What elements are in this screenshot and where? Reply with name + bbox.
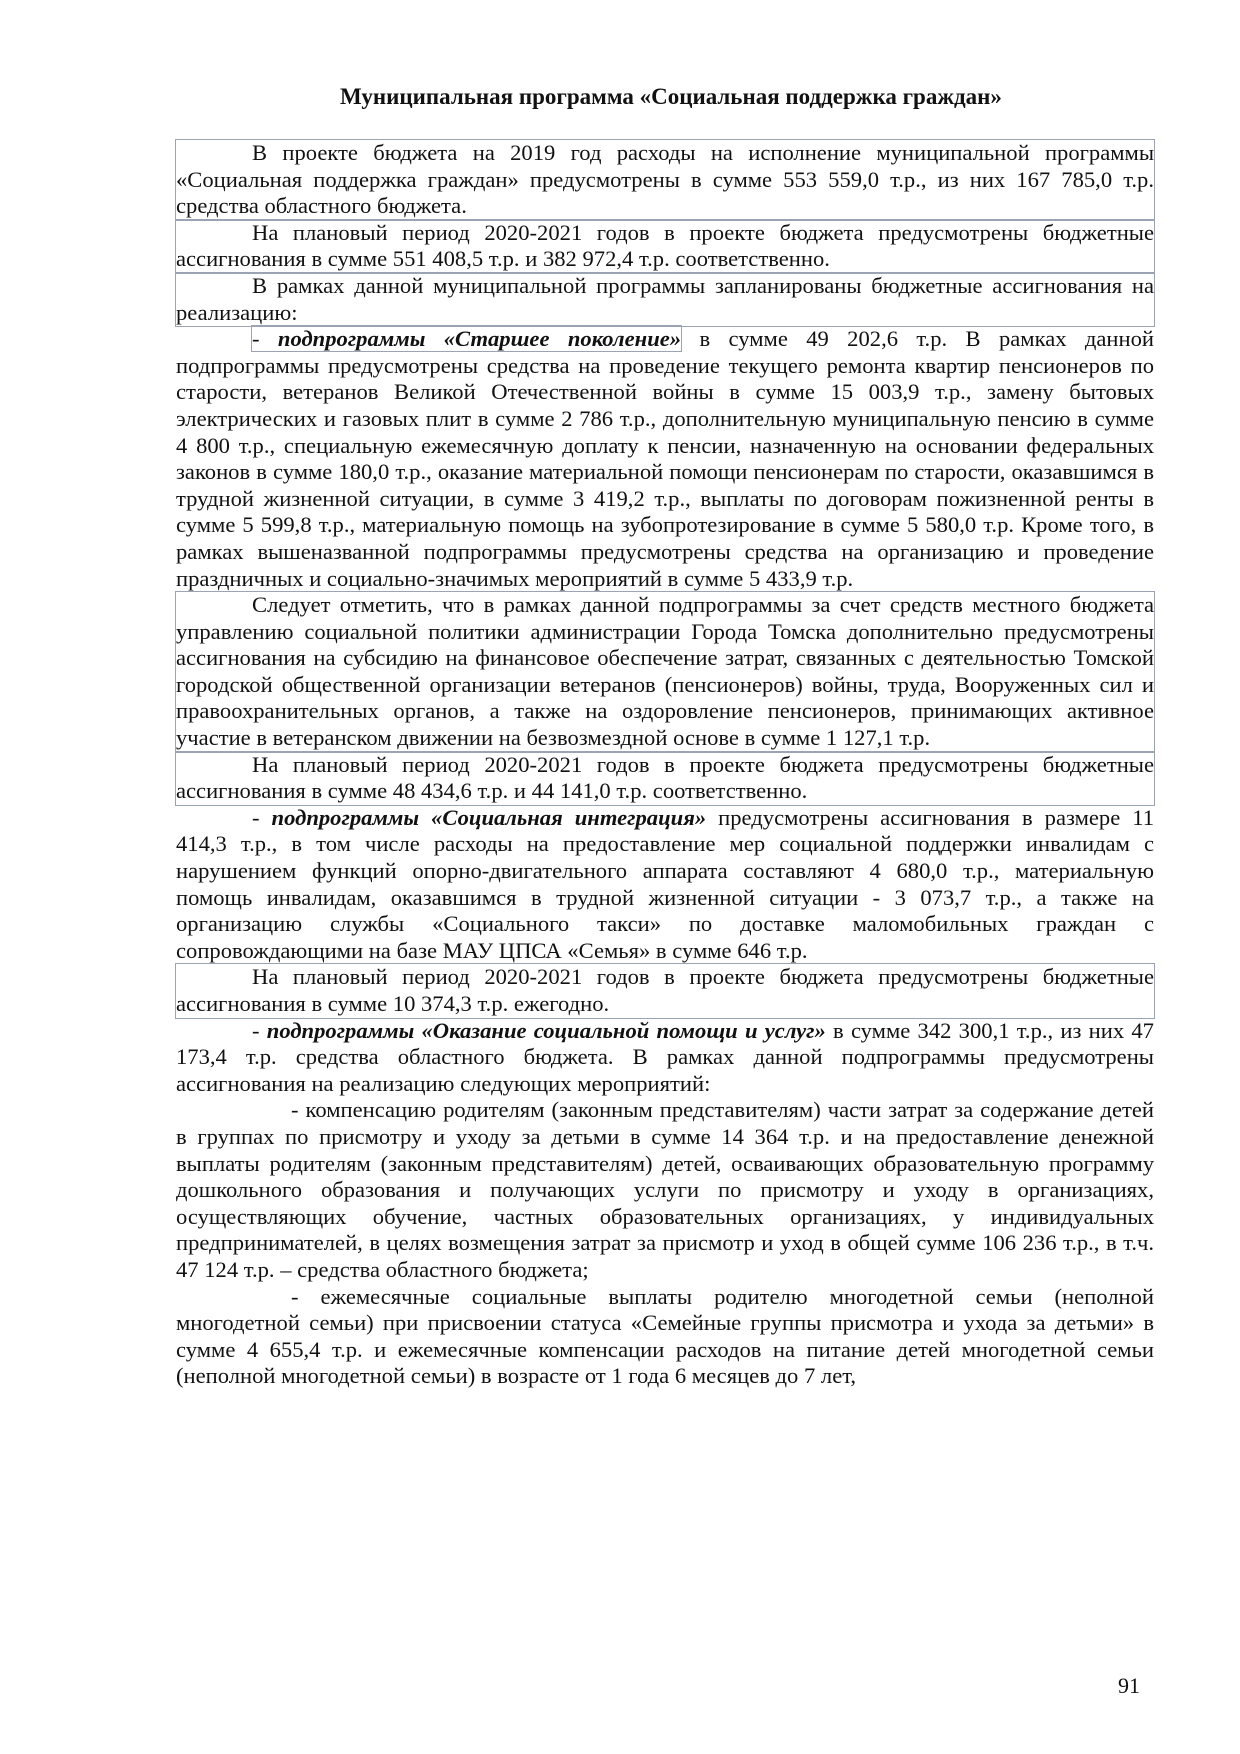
subprogram-title: подпрограммы «Старшее поколение» [277,326,682,352]
paragraph-text: в сумме 342 300,1 т.р., из них 47 173,4 т.р. средства областного бюджета. В рамках данной подпрограммы предусмотрены ассигнования на реализацию следующих мероприятий: [176,1017,1154,1096]
paragraph-program-scope: В рамках данной муниципальной программы запланированы бюджетные ассигнования на реализацию: [176,272,1154,325]
subprogram-title: подпрограммы «Оказание социальной помощи и услуг» [266,1017,826,1043]
paragraph-text: предусмотрены ассигнования в размере 11 414,3 т.р., в том числе расходы на предоставление мер социальной поддержки инвалидам с нарушением функций опорно-двигательного аппарата составляют 4 680,0 т.р., материальную помощь инвалидам, оказавшимся в трудной жизненной ситуации - 3 073,7 т.р., а также на организацию службы «Социального такси» по доставке маломобильных граждан с сопровождающими на базе МАУ ЦПСА «Семья» в сумме 646 т.р. [176,804,1154,963]
page-title: Муниципальная программа «Социальная поддержка граждан» [340,84,1002,109]
list-item-large-family-payments: - ежемесячные социальные выплаты родителю многодетной семьи (неполной многодетной семьи) при присвоении статуса «Семейные группы присмотра и ухода за детьми» в сумме 4 655,4 т.р. и ежемесячные компенсации расходов на питание детей многодетной семьи (неполной многодетной семьи) в возрасте от 1 года 6 месяцев до 7 лет, [176,1283,1154,1389]
paragraph-planned-period: На плановый период 2020-2021 годов в проекте бюджета предусмотрены бюджетные ассигнования в сумме 551 408,5 т.р. и 382 972,4 т.р. соответственно. [176,219,1154,272]
list-dash: - [252,1017,267,1043]
document-body [176,140,1154,1390]
paragraph-text: в сумме 49 202,6 т.р. В рамках данной подпрограммы предусмотрены средства на проведение текущего ремонта квартир пенсионеров по старости, ветеранов Великой Отечественной войны в сумме 15 003,9 т.р., замену бытовых электрических и газовых плит в сумме 2 786 т.р., дополнительную муниципальную пенсию в сумме 4 800 т.р., специальную ежемесячную доплату к пенсии, назначенную на основании федеральных законов в сумме 180,0 т.р., оказание материальной помощи пенсионерам по старости, оказавшимся в трудной жизненной ситуации, в сумме 3 419,2 т.р., выплаты по договорам пожизненной ренты в сумме 5 599,8 т.р., материальную помощь на зубопротезирование в сумме 5 580,0 т.р. Кроме того, в рамках вышеназванной подпрограммы предусмотрены средства на организацию и проведение праздничных и социально-значимых мероприятий в сумме 5 433,9 т.р. [176,326,1154,591]
subprogram-older-generation-heading [252,326,681,351]
page-number: 91 [1118,1673,1140,1698]
paragraph-budget-2019: В проекте бюджета на 2019 год расходы на исполнение муниципальной программы «Социальная поддержка граждан» предусмотрены в сумме 553 559,0 т.р., из них 167 785,0 т.р. средства областного бюджета. [176,140,1154,219]
list-dash: - [252,326,278,352]
paragraph-local-budget-note: Следует отметить, что в рамках данной подпрограммы за счет средств местного бюджета управлению социальной политики администрации Города Томска дополнительно предусмотрены ассигнования на субсидию на финансовое обеспечение затрат, связанных с деятельностью Томской городской общественной организации ветеранов (пенсионеров) войны, труда, Вооруженных сил и правоохранительных органов, а также на оздоровление пенсионеров, принимающих активное участие в ветеранском движении на безвозмездной основе в сумме 1 127,1 т.р. [176,592,1154,751]
paragraph-planned-period-social-integration: На плановый период 2020-2021 годов в проекте бюджета предусмотрены бюджетные ассигнования в сумме 10 374,3 т.р. ежегодно. [176,964,1154,1016]
paragraph-planned-period-older-generation: На плановый период 2020-2021 годов в проекте бюджета предусмотрены бюджетные ассигнования в сумме 48 434,6 т.р. и 44 141,0 т.р. соответственно. [176,751,1154,804]
paragraph-subprogram-social-integration [176,805,1154,965]
list-item-parent-compensation: - компенсацию родителям (законным представителям) части затрат за содержание детей в группах по присмотру и уходу за детьми в сумме 14 364 т.р. и на предоставление денежной выплаты родителям (законным представителям) детей, осваивающих образовательную программу дошкольного образования и получающих услуги по присмотру и уходу в организациях, осуществляющих обучение, частных образовательных организациях, у индивидуальных предпринимателей, в целях возмещения затрат за присмотр и уход в общей сумме 106 236 т.р., в т.ч. 47 124 т.р. – средства областного бюджета; [176,1097,1154,1282]
list-dash: - [252,804,272,830]
paragraph-subprogram-older-generation [176,326,1154,592]
subprogram-title: подпрограммы «Социальная интеграция» [271,804,707,830]
paragraph-subprogram-social-assistance [176,1018,1154,1098]
